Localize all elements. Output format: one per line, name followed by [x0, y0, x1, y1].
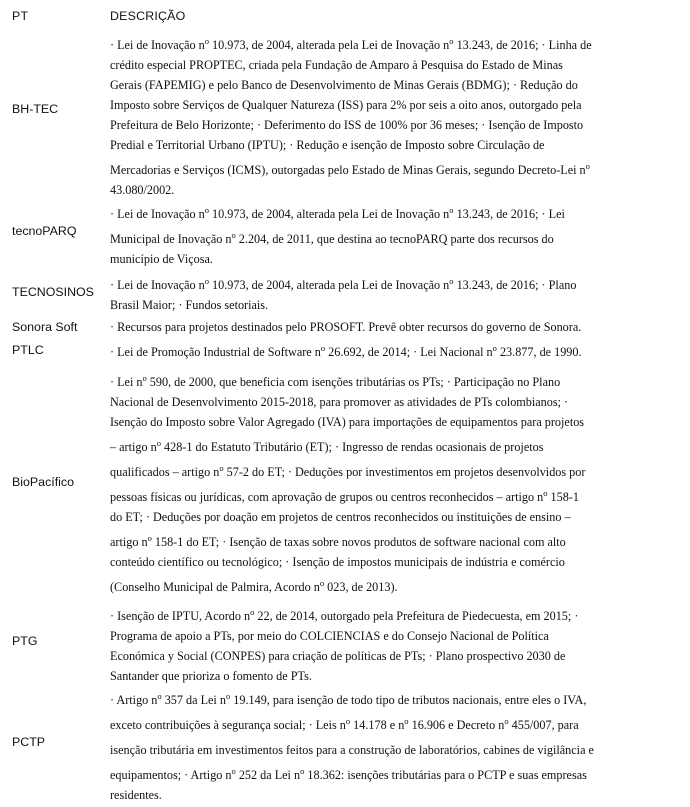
description-line: exceto contribuições à segurança social; · Leis $n^o$ 14.178 e $n^o$ 16.906 e Decreto $n^o$ 455/007, para — [110, 716, 579, 732]
description-line: Prefeitura de Belo Horizonte; · Deferimento do ISS de 100% por 36 meses; · Isenção de Imposto — [110, 118, 584, 132]
pt-name: Sonora Soft — [12, 320, 78, 334]
description-line: · Lei de Promoção Industrial de Software $n^o$ 26.692, de 2014; · Lei Nacional $n^o$ 23.877, de 1990. — [110, 343, 582, 359]
description-line: Gerais (FAPEMIG) e pelo Banco de Desenvolvimento de Minas Gerais (BDMG); · Redução do — [110, 78, 578, 92]
description-line: · Isenção de IPTU, Acordo $n^o$ 22, de 2014, outorgado pela Prefeitura de Piedecuesta, em 2015; · — [110, 607, 579, 623]
description-line: · Lei de Inovação $n^o$ 10.973, de 2004, alterada pela Lei de Inovação $n^o$ 13.243, de 2016; · Lei — [110, 205, 565, 221]
pt-name: PTG — [12, 634, 38, 648]
description-line: Económica y Social (CONPES) para criação de políticas de PTs; · Plano prospectivo 2030 de — [110, 649, 566, 663]
description-line: · Lei de Inovação $n^o$ 10.973, de 2004, alterada pela Lei de Inovação $n^o$ 13.243, de 2016; · Linha de — [110, 36, 592, 52]
description-line: · Artigo $n^o$ 357 da Lei $n^o$ 19.149, para isenção de todo tipo de tributos nacionais, entre eles o IVA, — [110, 691, 587, 707]
description-line: equipamentos; · Artigo $n^o$ 252 da Lei $n^o$ 18.362: isenções tributárias para o PCTP e suas empresas — [110, 766, 587, 782]
description-line: crédito especial PROPTEC, criada pela Fundação de Amparo à Pesquisa do Estado de Minas — [110, 58, 563, 72]
pt-name: BH-TEC — [12, 102, 59, 116]
pt-name: tecnoPARQ — [12, 224, 77, 238]
header-description: DESCRIÇÃO — [110, 9, 186, 23]
description-line: Predial e Territorial Urbano (IPTU); · Redução e isenção de Imposto sobre Circulação de — [110, 138, 545, 152]
pt-name: PCTP — [12, 735, 46, 749]
description-line: município de Viçosa. — [110, 252, 213, 266]
description-line: artigo $n^o$ 158-1 do ET; · Isenção de taxas sobre novos produtos de software nacional com alto — [110, 533, 566, 549]
description-line: Nacional de Desenvolvimento 2015-2018, para promover as atividades de PTs colombianos; · — [110, 395, 569, 409]
pt-name: BioPacífico — [12, 475, 74, 489]
description-line: Municipal de Inovação $n^o$ 2.204, de 2011, que destina ao tecnoPARQ parte dos recursos do — [110, 230, 554, 246]
description-line: qualificados – artigo $n^o$ 57-2 do ET; · Deduções por investimentos em projetos desenvolvidos por — [110, 463, 586, 479]
description-line: · Lei de Inovação $n^o$ 10.973, de 2004, alterada pela Lei de Inovação $n^o$ 13.243, de 2016; · Plano — [110, 276, 577, 292]
description-line: Mercadorias e Serviços (ICMS), outorgadas pelo Estado de Minas Gerais, segundo Decreto-Lei $n^o$ — [110, 161, 590, 177]
description-line: 43.080/2002. — [110, 183, 175, 197]
description-line: Santander que prioriza o fomento de PTs. — [110, 669, 312, 683]
description-line: isenção tributária em investimentos feitos para a construção de laboratórios, cabines de vigilância e — [110, 743, 594, 757]
pt-name: PTLC — [12, 343, 44, 357]
description-line: pessoas físicas ou jurídicas, com aprovação de grupos ou centros reconhecidos – artigo $n^o$ 158-1 — [110, 488, 579, 504]
description-line: Brasil Maior; · Fundos setoriais. — [110, 298, 269, 312]
description-line: do ET; · Deduções por doação em projetos de centros reconhecidos ou instituições de ensino – — [110, 510, 571, 524]
description-line: – artigo $n^o$ 428-1 do Estatuto Tributário (ET); · Ingresso de rendas ocasionais de projetos — [110, 438, 544, 454]
description-line: conteúdo científico ou tecnológico; · Isenção de impostos municipais de indústria e comércio — [110, 555, 565, 569]
description-line: Imposto sobre Serviços de Qualquer Natureza (ISS) para 2% por seis a oito anos, outorgado pela — [110, 98, 582, 112]
header-pt: PT — [12, 9, 29, 23]
description-line: Isenção do Imposto sobre Valor Agregado (IVA) para importações de equipamentos para projetos — [110, 415, 585, 429]
description-line: (Conselho Municipal de Palmira, Acordo $n^o$ 023, de 2013). — [110, 578, 398, 594]
description-line: residentes. — [110, 788, 162, 802]
description-line: · Lei $n^o$ 590, de 2000, que beneficia com isenções tributárias os PTs; · Participação no Plano — [110, 373, 561, 389]
description-line: · Recursos para projetos destinados pelo PROSOFT. Prevê obter recursos do governo de Sonora. — [110, 320, 582, 334]
description-line: Programa de apoio a PTs, por meio do COLCIENCIAS e do Consejo Nacional de Política — [110, 629, 549, 643]
pt-name: TECNOSINOS — [12, 285, 94, 299]
